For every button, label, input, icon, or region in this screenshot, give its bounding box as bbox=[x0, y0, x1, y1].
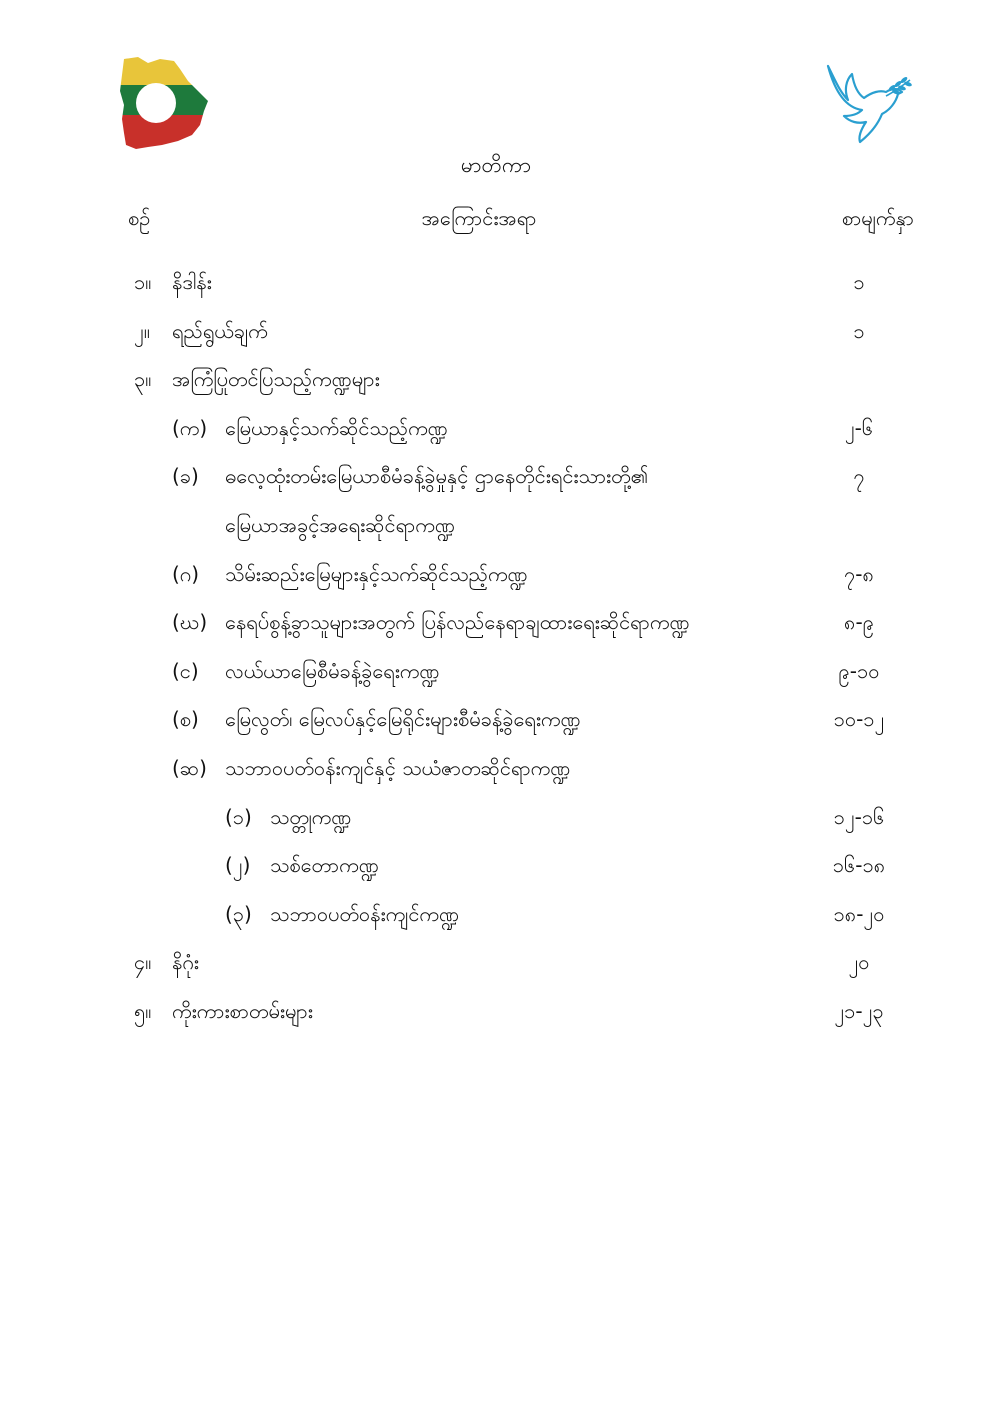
toc-subsubrow bbox=[0, 793, 992, 842]
toc-page: ၂၁-၂၃ bbox=[834, 998, 884, 1023]
toc-subnumber: (ဆ) bbox=[172, 755, 207, 780]
toc-subsubnumber: (၃) bbox=[225, 901, 252, 926]
toc-subnumber: (စ) bbox=[172, 707, 199, 732]
toc-subnumber: (ခ) bbox=[172, 464, 199, 489]
toc-label: အကြံပြုတင်ပြသည့်ကဏ္ဍများ bbox=[172, 367, 380, 392]
toc-page: ၉-၁၀ bbox=[838, 658, 880, 683]
toc-page: ၂-၆ bbox=[844, 415, 874, 440]
peace-dove-logo bbox=[822, 62, 914, 146]
toc-number: ၅။ bbox=[134, 998, 152, 1023]
toc-subsubnumber: (၂) bbox=[225, 853, 251, 878]
toc-number: ၁။ bbox=[134, 270, 152, 294]
toc-sublabel: မြေလွတ်၊ မြေလပ်နှင့်မြေရိုင်းများစီမံခန့်ခွဲရေးကဏ္ဍ bbox=[225, 707, 581, 732]
toc-page: ၇-၈ bbox=[844, 561, 874, 586]
page-title: မာတိကာ bbox=[460, 153, 532, 177]
toc-sublabel: လယ်ယာမြေစီမံခန့်ခွဲရေးကဏ္ဍ bbox=[225, 658, 440, 683]
toc-page: ၁၆-၁၈ bbox=[832, 853, 886, 878]
map-flag-logo bbox=[118, 55, 210, 150]
toc-row bbox=[0, 355, 992, 404]
toc-sublabel: သိမ်းဆည်းမြေများနှင့်သက်ဆိုင်သည့်ကဏ္ဍ bbox=[225, 561, 528, 586]
toc-subnumber: (ဂ) bbox=[172, 561, 200, 586]
toc-label: ရည်ရွယ်ချက် bbox=[172, 318, 268, 343]
toc-subrow bbox=[0, 695, 992, 744]
toc-subsublabel: သစ်တောကဏ္ဍ bbox=[270, 853, 379, 878]
table-of-contents bbox=[0, 258, 992, 1036]
toc-page: ၁၀-၁၂ bbox=[833, 707, 885, 732]
toc-label: ကိုးကားစာတမ်းများ bbox=[172, 998, 313, 1023]
toc-page: ၁၂-၁၆ bbox=[833, 804, 885, 829]
toc-page: ၈-၉ bbox=[844, 610, 874, 635]
toc-subsubrow bbox=[0, 890, 992, 939]
toc-sublabel: သဘာဝပတ်ဝန်းကျင်နှင့် သယံဇာတဆိုင်ရာကဏ္ဍ bbox=[225, 755, 571, 780]
header-page: စာမျက်နှာ bbox=[841, 206, 914, 230]
toc-subnumber: (ဃ) bbox=[172, 610, 208, 635]
toc-subrow bbox=[0, 404, 992, 453]
toc-page: ၁ bbox=[853, 318, 865, 343]
toc-subnumber: (င) bbox=[172, 658, 199, 683]
toc-sublabel: မြေယာနှင့်သက်ဆိုင်သည့်ကဏ္ဍ bbox=[225, 415, 448, 440]
toc-subsubrow bbox=[0, 841, 992, 890]
toc-page: ၇ bbox=[853, 464, 865, 489]
toc-subsublabel: သတ္တုကဏ္ဍ bbox=[270, 804, 352, 829]
toc-subsublabel: သဘာဝပတ်ဝန်းကျင်ကဏ္ဍ bbox=[270, 901, 460, 926]
toc-page: ၁၈-၂၀ bbox=[833, 901, 885, 926]
toc-label: နိဂုံး bbox=[172, 950, 199, 975]
toc-subrow bbox=[0, 744, 992, 793]
toc-subrow bbox=[0, 598, 992, 647]
toc-row bbox=[0, 987, 992, 1036]
toc-subnumber: (က) bbox=[172, 415, 208, 440]
toc-row bbox=[0, 307, 992, 356]
toc-row bbox=[0, 258, 992, 307]
toc-number: ၂။ bbox=[134, 318, 150, 343]
toc-number: ၃။ bbox=[134, 367, 152, 392]
toc-subrow bbox=[0, 550, 992, 599]
toc-number: ၄။ bbox=[134, 950, 152, 975]
toc-subsubnumber: (၁) bbox=[225, 804, 252, 829]
toc-row bbox=[0, 938, 992, 987]
toc-page: ၁ bbox=[853, 270, 865, 294]
toc-label: နိဒါန်း bbox=[172, 270, 212, 294]
toc-subrow bbox=[0, 452, 992, 501]
toc-page: ၂၀ bbox=[848, 950, 870, 975]
toc-sublabel: နေရပ်စွန့်ခွာသူများအတွက် ပြန်လည်နေရာချထားရေးဆိုင်ရာကဏ္ဍ bbox=[225, 610, 690, 635]
toc-sublabel: ဓလေ့ထုံးတမ်းမြေယာစီမံခန့်ခွဲမှုနှင့် ဌာနေတိုင်းရင်းသားတို့၏ bbox=[225, 464, 649, 489]
header-content: အကြောင်းအရာ bbox=[421, 206, 537, 230]
toc-subrow bbox=[0, 647, 992, 696]
header-serial: စဉ် bbox=[128, 206, 151, 230]
toc-subrow-continuation bbox=[0, 501, 992, 550]
toc-sublabel: မြေယာအခွင့်အရေးဆိုင်ရာကဏ္ဍ bbox=[225, 512, 456, 537]
